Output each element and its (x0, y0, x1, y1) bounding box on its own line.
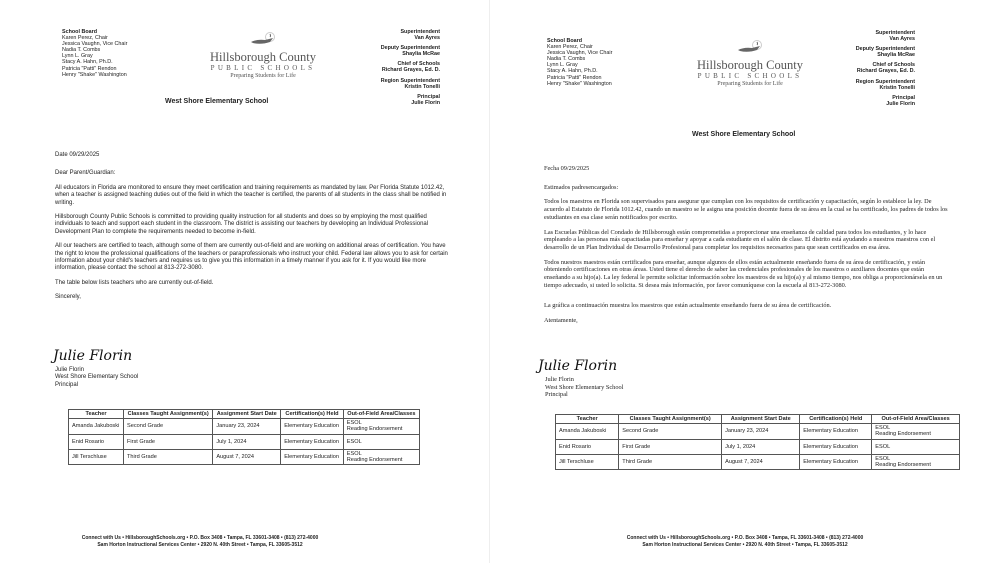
column-header: Certification(s) Held (281, 410, 344, 419)
letter-paragraph: All educators in Florida are monitored to ensure they meet certification and training requirements as mandated by law. Per Florida Statute 1012.42, when a teacher is assigned teaching duties out of the field in which the teacher is certified, the parents of all students in the class shall be notified in writing. (55, 184, 447, 206)
lamp-of-learning-icon (243, 32, 283, 46)
column-header: Teacher (69, 410, 124, 419)
table-cell: Elementary Education (281, 419, 344, 434)
column-header: Out-of-Field Area/Classes (343, 410, 419, 419)
officials-list (795, 30, 915, 111)
logo-line-1: Hillsborough County (210, 50, 316, 64)
footer-address: Sam Horton Instructional Services Center • 2920 N. 40th Street • Tampa, FL 33605-3512 (97, 541, 303, 548)
board-member: Patricia "Patti" Rendon (62, 65, 117, 72)
signer-line: West Shore Elementary School (545, 383, 624, 391)
official-entry (795, 79, 915, 91)
table-row (556, 454, 960, 469)
board-member: School Board (547, 38, 583, 44)
column-header: Assignment Start Date (213, 410, 281, 419)
table-cell: Elementary Education (281, 449, 344, 464)
table-cell: First Grade (123, 434, 212, 449)
letter-paragraph: La gráfica a continuación muestra los maestros que están actualmente enseñando fuera de su área de certificación. (544, 302, 832, 310)
official-title: Region Superintendent (380, 77, 440, 84)
signer-line: West Shore Elementary School (55, 374, 139, 381)
board-member: Karen Perez, Chair (62, 35, 108, 42)
letter-date: Fecha 09/29/2025 (544, 165, 590, 172)
school-board-list (62, 29, 127, 78)
official-entry (795, 62, 915, 74)
board-member: Lynn L. Gray (547, 62, 578, 69)
board-member: Stacy A. Hahn, Ph.D. (547, 68, 598, 75)
official-entry (320, 61, 440, 73)
table-cell: January 23, 2024 (722, 424, 800, 439)
signer-block (545, 376, 623, 399)
board-member: School Board (62, 29, 98, 35)
district-logo (188, 32, 338, 80)
school-name-heading: West Shore Elementary School (692, 131, 796, 138)
table-row (69, 434, 420, 449)
letter-paragraph: The table below lists teachers who are currently out-of-field. (55, 279, 214, 286)
table-header-row (556, 415, 960, 424)
signature-image: Julie Florin (53, 348, 133, 364)
table-cell: ESOL Reading Endorsement (343, 419, 419, 434)
school-board-list (547, 38, 612, 87)
school-name-heading: West Shore Elementary School (165, 98, 269, 105)
table-cell: Enid Rosario (556, 439, 619, 454)
signer-line: Julie Florin (545, 376, 574, 383)
official-name: Kristin Tonelli (404, 83, 440, 90)
official-name: Van Ayres (889, 36, 915, 43)
official-name: Van Ayres (414, 35, 440, 42)
spanish-letter (495, 0, 1000, 563)
board-member: Nadia T. Combs (547, 56, 586, 63)
table-cell: First Grade (619, 439, 722, 454)
official-name: Richard Grayes, Ed. D. (856, 68, 915, 75)
table-row (556, 424, 960, 439)
table-cell: Second Grade (123, 419, 212, 434)
board-member: Karen Perez, Chair (547, 44, 593, 51)
table-cell: ESOL (343, 434, 419, 449)
table-cell: Elementary Education (281, 434, 344, 449)
logo-tagline: Preparing Students for Life (230, 73, 296, 79)
official-entry (320, 45, 440, 57)
lamp-of-learning-icon (730, 40, 770, 54)
official-name: Kristin Tonelli (879, 84, 915, 91)
logo-line-1: Hillsborough County (697, 58, 803, 72)
table-cell: ESOL Reading Endorsement (872, 424, 960, 439)
board-member: Stacy A. Hahn, Ph.D. (62, 59, 113, 66)
column-header: Classes Taught Assignment(s) (123, 410, 212, 419)
board-member: Jessica Vaughn, Vice Chair (547, 50, 613, 57)
footer-address: Sam Horton Instructional Services Center • 2920 N. 40th Street • Tampa, FL 33605-3512 (642, 541, 848, 548)
table-cell: Third Grade (619, 454, 722, 469)
table-row (556, 439, 960, 454)
signature-image: Julie Florin (538, 358, 618, 374)
official-entry (320, 29, 440, 41)
table-cell: July 1, 2024 (213, 434, 281, 449)
official-title: Superintendent (875, 30, 915, 36)
column-header: Certification(s) Held (800, 415, 872, 424)
column-header: Classes Taught Assignment(s) (619, 415, 722, 424)
table-cell: January 23, 2024 (213, 419, 281, 434)
board-member: Patricia "Patti" Rendon (547, 74, 602, 81)
board-member: Henry "Shake" Washington (62, 71, 127, 78)
official-name: Julie Florin (886, 100, 915, 107)
column-header: Assignment Start Date (722, 415, 800, 424)
letter-body (55, 152, 450, 302)
closing: Sincerely, (55, 294, 81, 301)
page-footer (20, 535, 380, 548)
signer-line: Principal (545, 391, 568, 399)
board-member: Jessica Vaughn, Vice Chair (62, 41, 128, 48)
official-title: Superintendent (400, 29, 440, 35)
closing: Atentamente, (544, 317, 578, 325)
page-footer (565, 535, 925, 548)
official-entry (795, 30, 915, 42)
official-title: Principal (417, 93, 440, 100)
table-cell: Third Grade (123, 449, 212, 464)
table-cell: ESOL (872, 439, 960, 454)
official-title: Chief of Schools (872, 62, 915, 69)
signer-block (55, 367, 138, 389)
table-row (69, 419, 420, 434)
table-cell: Jill Terschluse (69, 449, 124, 464)
out-of-field-table (68, 409, 420, 465)
table-header-row (69, 410, 420, 419)
official-title: Deputy Superintendent (380, 45, 440, 52)
letter-paragraph: Hillsborough County Public Schools is committed to providing quality instruction for all students and does so by employing the most qualified individuals to teach and support each student in the classroom. The district is assisting our teachers by developing an Individual Professional Development Plan to complete the requirements needed to become in-field. (55, 214, 429, 235)
officials-list (320, 29, 440, 110)
signer-line: Principal (55, 381, 79, 388)
letter-paragraph: All our teachers are certified to teach, although some of them are currently out-of-field and are working on additional areas of certification. You have the right to know the professional qualifications of the teachers or paraprofessionals who instruct your child. Federal law allows you to ask for certain information about your child's teachers and requires us to give you this information in a timely manner if you ask for it. If you would like more information, please contact the school at 813-272-3080. (55, 243, 448, 272)
board-member: Henry "Shake" Washington (547, 80, 612, 87)
table-cell: Elementary Education (800, 439, 872, 454)
table-cell: Amanda Jakuboski (69, 419, 124, 434)
letter-paragraph: Las Escuelas Públicas del Condado de Hillsborough están comprometidas a proporcionar una enseñanza de calidad para todos los estudiantes, y lo hace empleando a las personas más capacitadas para enseñar y apoyar a cada estudiante en el salón de clase. El distrito está ayudando a nuestros maestros con el desarrollo de un Plan Individual de Desarrollo Profesional para completar los requisitos necesarios para que sean certificados en esa área. (544, 228, 936, 251)
table-cell: August 7, 2024 (722, 454, 800, 469)
table-cell: Elementary Education (800, 454, 872, 469)
out-of-field-table (555, 414, 960, 470)
official-title: Deputy Superintendent (855, 46, 915, 53)
table-cell: ESOL Reading Endorsement (343, 449, 419, 464)
official-entry (795, 46, 915, 58)
official-title: Region Superintendent (855, 78, 915, 85)
logo-line-2: PUBLIC SCHOOLS (697, 72, 803, 80)
signer-line: Julie Florin (55, 367, 85, 373)
letter-body (544, 165, 949, 325)
table-cell: Jill Terschluse (556, 454, 619, 469)
board-member: Lynn L. Gray (62, 53, 93, 60)
letter-date: Date 09/29/2025 (55, 152, 100, 158)
letter-greeting: Dear Parent/Guardian: (55, 170, 116, 177)
official-name: Richard Grayes, Ed. D. (381, 67, 440, 74)
english-letter (0, 0, 490, 563)
footer-contact: Connect with Us • HillsboroughSchools.org • P.O. Box 3408 • Tampa, FL 33601-3408 • (813) 272-4000 (626, 535, 864, 541)
letter-paragraph: Todos los maestros en Florida son supervisados para asegurar que cumplan con los requisitos de certificación y capacitación, según lo establece la ley. De acuerdo al Estatuto de Florida 1012.42, cuando un maestro se le asigna una posición docente fuera de su área en la cual se ha certificado, los padres de todos los estudiantes en esa clase serán notificados por escrito. (544, 198, 948, 221)
official-name: Julie Florin (411, 99, 440, 106)
official-entry (795, 95, 915, 107)
column-header: Out-of-Field Area/Classes (872, 415, 960, 424)
table-cell: ESOL Reading Endorsement (872, 454, 960, 469)
table-row (69, 449, 420, 464)
official-title: Principal (892, 94, 915, 101)
official-name: Shaylia McRae (402, 51, 440, 58)
column-header: Teacher (556, 415, 619, 424)
table-cell: Amanda Jakuboski (556, 424, 619, 439)
official-title: Chief of Schools (397, 61, 440, 68)
table-cell: August 7, 2024 (213, 449, 281, 464)
logo-tagline: Preparing Students for Life (717, 81, 783, 87)
board-member: Nadia T. Combs (62, 47, 101, 54)
table-cell: Enid Rosario (69, 434, 124, 449)
official-entry (320, 94, 440, 106)
official-name: Shaylia McRae (877, 52, 915, 59)
table-cell: July 1, 2024 (722, 439, 800, 454)
logo-line-2: PUBLIC SCHOOLS (210, 64, 316, 72)
letter-greeting: Estimados padresencargados: (544, 183, 619, 191)
table-cell: Second Grade (619, 424, 722, 439)
official-entry (320, 78, 440, 90)
letter-paragraph: Todos nuestros maestros están certificados para enseñar, aunque algunos de ellos están actualmente enseñando fuera de su área de certificación, y están obteniendo certificaciones en otras áreas. Usted tiene el derecho de saber las credenciales profesionales de los maestros o auxiliares docentes que están enseñando a su hijo(a). La ley federal le permite solicitar información sobre los maestros de su hijo(a) y al mismo tiempo, nos obliga a proporcionársela en un tiempo adecuado, si usted lo solicita. Si desea más información, por favor comuníquese con la escuela al 813-272-3080. (544, 258, 943, 289)
table-cell: Elementary Education (800, 424, 872, 439)
footer-contact: Connect with Us • HillsboroughSchools.org • P.O. Box 3408 • Tampa, FL 33601-3408 • (813) 272-4000 (81, 535, 319, 541)
